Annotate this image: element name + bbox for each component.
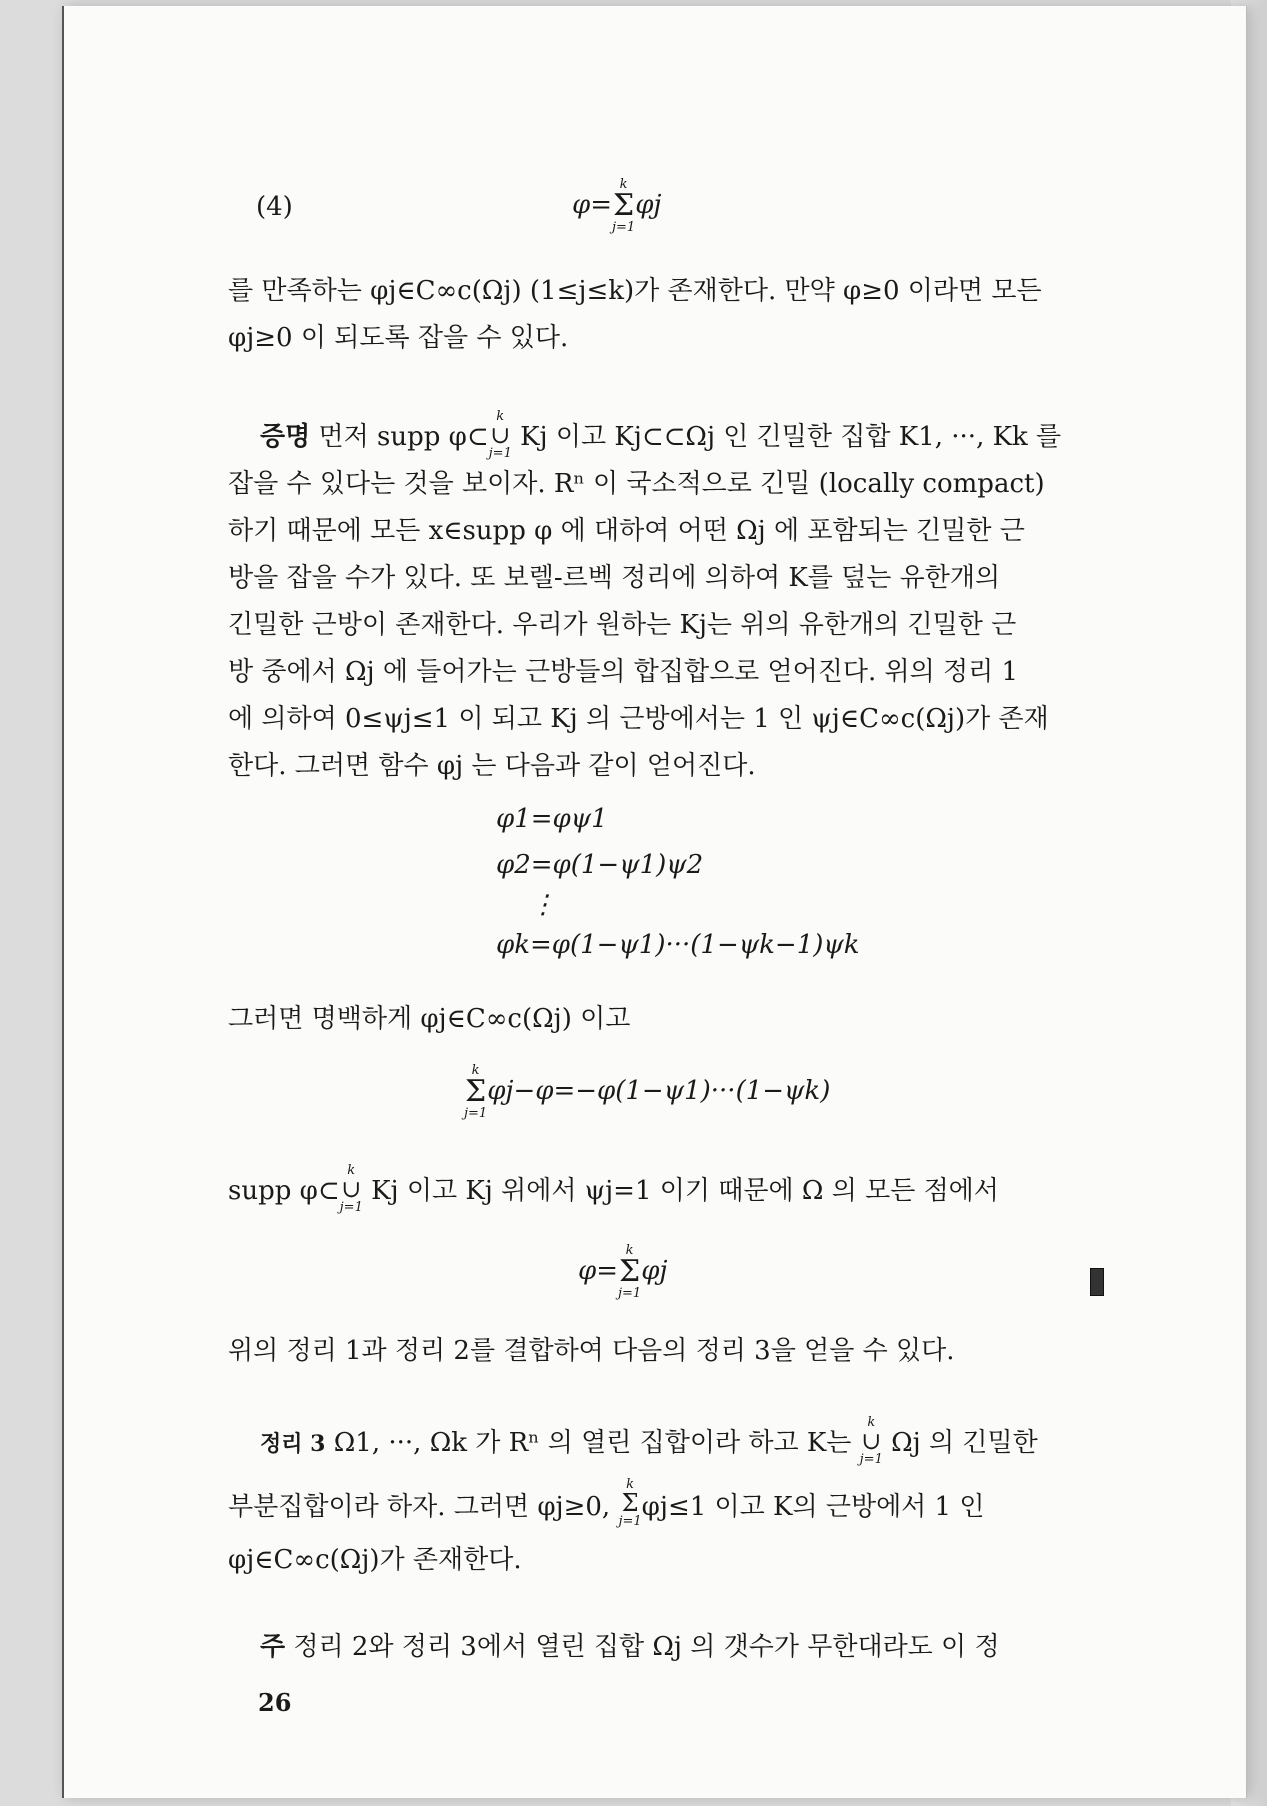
book-page <box>62 6 1247 1798</box>
vertical-dots: ⋮ <box>530 890 556 920</box>
paragraph-1-line-2: φj≥0 이 되도록 잡을 수 있다. <box>228 323 569 353</box>
phi-k-equation: φk=φ(1−ψ1)···(1−ψk−1)ψk <box>496 930 860 960</box>
theorem-3-line-1-b: Ωj 의 긴밀한 <box>891 1428 1038 1458</box>
proof-line-1-b: Kj 이고 Kj⊂⊂Ωj 인 긴밀한 집합 K1, ···, Kk 를 <box>520 422 1062 452</box>
note-line <box>260 1624 1000 1671</box>
summation-symbol <box>618 1244 641 1300</box>
sum-sign: Σ <box>621 1489 639 1517</box>
phi-system <box>496 796 860 968</box>
phi-2-equation: φ2=φ(1−ψ1)ψ2 <box>496 850 704 880</box>
supp-line <box>228 1164 999 1215</box>
final-equation-rhs: φj <box>641 1256 668 1286</box>
union-symbol <box>860 1416 883 1466</box>
proof-label: 증명 <box>260 422 311 452</box>
theorem-3-line-2-a: 부분집합이라 하자. 그러면 φj≥0, <box>228 1492 611 1522</box>
theorem-3-line-2-b: φj≤1 이고 K의 근방에서 1 인 <box>641 1492 985 1522</box>
sum-upper-limit: k <box>625 1243 634 1258</box>
union-upper-limit: k <box>867 1415 876 1430</box>
supp-line-b: Kj 이고 Kj 위에서 ψj=1 이기 때문에 Ω 의 모든 점에서 <box>371 1176 999 1206</box>
phi-1-equation: φ1=φψ1 <box>496 804 608 834</box>
proof-line-7: 에 의하여 0≤ψj≤1 이 되고 Kj 의 근방에서는 1 인 ψj∈C∞c(Ωj)가 존재 <box>228 704 1049 734</box>
sum-lower-limit: j=1 <box>618 1286 642 1301</box>
union-upper-limit: k <box>496 409 505 424</box>
sum-lower-limit: j=1 <box>618 1514 642 1529</box>
difference-equation-rhs: φj−φ=−φ(1−ψ1)···(1−ψk) <box>487 1076 831 1106</box>
equation-4-lhs: φ= <box>572 190 612 220</box>
theorem-3-line-3: φj∈C∞c(Ωj)가 존재한다. <box>228 1545 522 1575</box>
union-symbol <box>489 410 512 460</box>
note-text: 정리 2와 정리 3에서 열린 집합 Ωj 의 갯수가 무한대라도 이 정 <box>293 1632 1000 1662</box>
theorem-3-line-1-a: Ω1, ···, Ωk 가 Rⁿ 의 열린 집합이라 하고 K는 <box>333 1428 852 1458</box>
sum-sign: Σ <box>618 1254 641 1289</box>
sum-upper-limit: k <box>471 1063 480 1078</box>
proof-line-6: 방 중에서 Ωj 에 들어가는 근방들의 합집합으로 얻어진다. 위의 정리 1 <box>228 657 1019 687</box>
union-lower-limit: j=1 <box>488 446 512 461</box>
combine-line: 위의 정리 1과 정리 2를 결합하여 다음의 정리 3을 얻을 수 있다. <box>228 1336 955 1366</box>
union-sign: ∪ <box>341 1175 362 1203</box>
theorem-3 <box>228 1416 1098 1584</box>
equation-number: (4) <box>256 192 293 222</box>
proof-line-1-a: 먼저 supp φ⊂ <box>318 422 489 452</box>
paragraph-1-line-1: 를 만족하는 φj∈C∞c(Ωj) (1≤j≤k)가 존재한다. 만약 φ≥0 이라면 모든 <box>228 276 1042 306</box>
summation-symbol <box>464 1064 487 1120</box>
page-number: 26 <box>258 1688 292 1717</box>
then-line: 그러면 명백하게 φj∈C∞c(Ωj) 이고 <box>228 1004 631 1034</box>
sum-sign: Σ <box>612 188 635 223</box>
union-lower-limit: j=1 <box>859 1452 883 1467</box>
summation-symbol <box>618 1478 641 1528</box>
union-sign: ∪ <box>861 1427 882 1455</box>
theorem-3-line-1 <box>228 1416 1098 1468</box>
proof-line-5: 긴밀한 근방이 존재한다. 우리가 원하는 Kj는 위의 유한개의 긴밀한 근 <box>228 610 1017 640</box>
difference-equation <box>464 1064 830 1120</box>
equation-4 <box>572 178 661 234</box>
final-equation <box>578 1244 667 1300</box>
proof-section <box>228 410 1098 790</box>
note-label: 주 <box>260 1632 286 1662</box>
sum-sign: Σ <box>464 1074 487 1109</box>
proof-line-8: 한다. 그러면 함수 φj 는 다음과 같이 얻어진다. <box>228 751 756 781</box>
union-symbol <box>340 1164 363 1214</box>
paragraph-1 <box>228 268 1098 362</box>
proof-line-1 <box>228 410 1098 461</box>
proof-line-3: 하기 때문에 모든 x∈supp φ 에 대하여 어떤 Ωj 에 포함되는 긴밀한 근 <box>228 516 1025 546</box>
sum-lower-limit: j=1 <box>612 220 636 235</box>
union-upper-limit: k <box>347 1163 356 1178</box>
union-sign: ∪ <box>490 421 511 449</box>
supp-line-a: supp φ⊂ <box>228 1176 340 1206</box>
union-lower-limit: j=1 <box>339 1200 363 1215</box>
theorem-3-line-2 <box>228 1478 1098 1531</box>
equation-4-rhs: φj <box>635 190 662 220</box>
end-of-proof-mark <box>1090 1268 1104 1296</box>
sum-lower-limit: j=1 <box>464 1106 488 1121</box>
sum-upper-limit: k <box>619 177 628 192</box>
sum-upper-limit: k <box>626 1477 635 1492</box>
proof-line-4: 방을 잡을 수가 있다. 또 보렐-르벡 정리에 의하여 K를 덮는 유한개의 <box>228 563 1001 593</box>
theorem-3-label: 정리 3 <box>260 1431 326 1457</box>
proof-line-2: 잡을 수 있다는 것을 보이자. Rⁿ 이 국소적으로 긴밀 (locally compact) <box>228 469 1045 499</box>
final-equation-lhs: φ= <box>578 1256 618 1286</box>
summation-symbol <box>612 178 635 234</box>
